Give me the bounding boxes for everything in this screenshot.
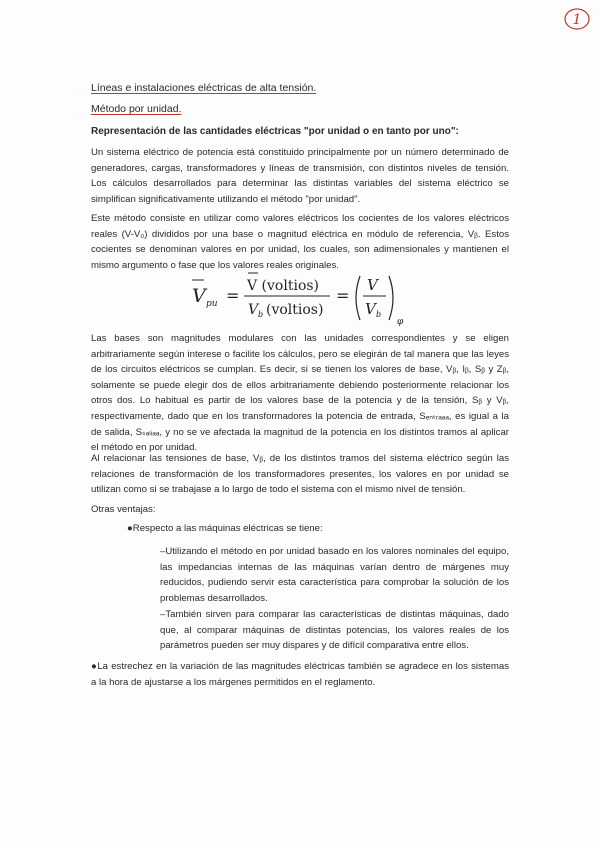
formula-lhs-sub: pu <box>206 299 218 309</box>
document-title: Líneas e instalaciones eléctricas de alta tensión. <box>91 82 317 94</box>
formula-numerator: V (voltios) <box>247 278 320 294</box>
dash-item-compare: –También sirven para comparar las características de distintas máquinas, dado que, al comparar máquinas de distintas potencias, los valores reales de los parámetros pueden ser muy dispares y de difícil comparativa entre ellos. <box>160 609 509 652</box>
method-heading: Método por unidad. <box>91 103 182 115</box>
formula-frac-den-sub: b <box>376 310 382 319</box>
bullet-machines: ●Respecto a las máquinas eléctricas se tiene: <box>127 523 323 534</box>
page-number: 1 <box>572 12 582 28</box>
bullet-regulation: ●La estrechez en la variación de las magnitudes eléctricas también se agradece en los sistemas a la hora de ajustarse a los márgenes permitidos en el reglamento. <box>91 661 509 688</box>
formula-denominator-v: V <box>248 302 259 318</box>
paragraph-other-advantages: Otras ventajas: <box>91 504 156 515</box>
dash-item-impedances: –Utilizando el método en por unidad basado en los valores nominales del equipo, las impedancias internas de las máquinas varían dentro de márgenes muy reducidos, pudiendo servir esta característica para comprobar la solución de los problemas desarrollados. <box>160 546 509 604</box>
section-heading: Representación de las cantidades eléctricas "por unidad o en tanto por uno": <box>91 126 459 137</box>
paragraph-transformers: Al relacionar las tensiones de base, Vᵦ, de los distintos tramos del sistema eléctrico según las relaciones de transformación de los transformadores presentes, los valores en por unidad se utilizan como si se trabajase a lo largo de todo el sistema con el mismo nivel de tensión. <box>91 453 509 496</box>
per-unit-formula <box>190 268 430 328</box>
paragraph-method: Este método consiste en utilizar como valores eléctricos los cocientes de los valores eléctricos reales (V-V₀) divididos por una base o magnitud eléctrica en módulo de referencia, Vᵦ. Estos cocientes se denominan valores en por unidad, los cuales, son adimensionales y mantienen el mismo argumento o fase que los valores reales originales. <box>91 213 509 271</box>
formula-phase: φ <box>397 317 404 327</box>
page-number-circle <box>562 6 592 32</box>
formula-denominator-rest: (voltios) <box>266 302 324 318</box>
formula-eq-2: = <box>336 286 350 305</box>
formula-frac-num: V <box>367 276 378 294</box>
formula-denominator-sub: b <box>258 310 264 319</box>
formula-eq-1: = <box>226 286 240 305</box>
paragraph-intro: Un sistema eléctrico de potencia está constituido principalmente por un número determinado de generadores, cargas, transformadores y líneas de transmisión, con distintos niveles de tensión. Los cálculos desarrollados para determinar las distintas variables del sistema eléctrico se simplifican significativamente utilizando el método "por unidad". <box>91 147 509 205</box>
formula-frac-den: V <box>365 300 376 318</box>
paragraph-bases: Las bases son magnitudes modulares con las unidades correspondientes y se eligen arbitrariamente según interese o facilite los cálculos, pero se elegirán de tal manera que las leyes de los circuitos eléctricos se cumplan. Es decir, si se tienen los valores de base, Vᵦ, Iᵦ, Sᵦ y Zᵦ, solamente se puede elegir dos de ellos arbitrariamente debiendo posteriormente relacionar los otros dos. Lo habitual es partir de los valores base de la potencia y de la tensión, Sᵦ y Vᵦ, respectivamente, dado que en los transformadores la potencia de entrada, Sₑₙₜᵣₐₐₐ, es igual a la de salida, Sₛₐₗᵢₐₐ, y no se ve afectada la magnitud de la potencia en los distintos tramos al aplicar el método en por unidad. <box>91 333 509 454</box>
formula-lhs: V <box>192 285 206 307</box>
